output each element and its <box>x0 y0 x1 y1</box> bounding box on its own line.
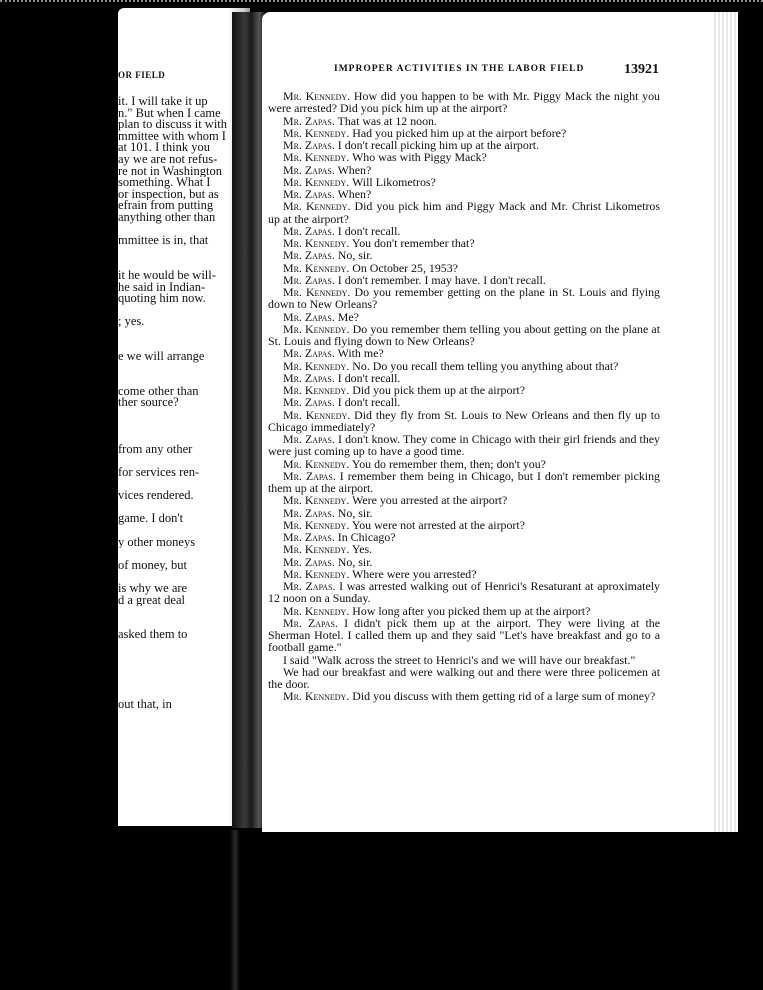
left-page-line: vices rendered. <box>118 490 194 502</box>
left-page-line <box>118 641 248 653</box>
left-page-line <box>118 618 248 630</box>
speaker-name: Mr. Zapas. <box>283 579 336 593</box>
left-page-line: efrain from putting <box>118 200 214 212</box>
scan-top-border <box>0 0 763 4</box>
left-page-line <box>118 305 248 317</box>
left-page-line: out that, in <box>118 698 172 711</box>
left-page-line: ther source? <box>118 397 179 410</box>
main-page <box>262 12 738 832</box>
speech-text: How did you happen to be with Mr. Piggy Mack the night you were arrested? Did you pick him up at the airport? <box>268 89 661 116</box>
speech-text: That was at 12 noon. <box>337 113 437 128</box>
speaker-name: Mr. Zapas. <box>283 248 335 263</box>
left-page-line: of money, but <box>118 559 187 572</box>
transcript-paragraph <box>268 90 660 115</box>
speech-text: Where were you arrested? <box>352 566 477 581</box>
speaker-name: Mr. Kennedy. <box>283 125 350 140</box>
left-page-line: e we will arrange <box>118 351 205 363</box>
speech-text: You were not arrested at the airport? <box>351 517 525 532</box>
speaker-name: Mr. Zapas. <box>283 468 336 483</box>
left-page-line: ; yes. <box>118 316 145 328</box>
speech-text: You do remember them, then; don't you? <box>351 456 546 471</box>
speech-text: I don't know. They come in Chicago with their girl friends and they were just coming up to have a good time. <box>268 432 660 459</box>
speech-text: Had you picked him up at the airport before? <box>352 125 567 140</box>
speaker-name: Mr. Kennedy. <box>283 174 350 189</box>
speech-text: Did you discuss with them getting rid of a large sum of money? <box>352 689 656 704</box>
left-page-line <box>118 374 248 386</box>
left-page-line <box>118 432 248 444</box>
left-page-line: re not in Washington <box>118 165 222 178</box>
left-page-line: game. I don't <box>118 513 184 525</box>
transcript-paragraph <box>268 690 660 702</box>
speech-text: On October 25, 1953? <box>352 260 458 275</box>
speech-text: When? <box>337 187 372 201</box>
speaker-name: Mr. Zapas. <box>283 272 335 287</box>
speech-text: We had our breakfast and were walking out and there were three policemen at the door. <box>268 664 660 691</box>
left-page-line: asked them to <box>118 629 188 641</box>
left-page-line: he said in Indian- <box>118 281 206 294</box>
speaker-name: Mr. Zapas. <box>283 223 335 238</box>
left-page-line: plan to discuss it with <box>118 119 228 131</box>
speaker-name: Mr. Zapas. <box>283 309 335 324</box>
speaker-name: Mr. Kennedy. <box>283 456 350 471</box>
transcript-paragraph <box>268 433 660 458</box>
speaker-name: Mr. Zapas. <box>283 370 335 385</box>
speaker-name: Mr. Zapas. <box>283 505 335 520</box>
speaker-name: Mr. Kennedy. <box>283 358 350 373</box>
left-page-line <box>118 653 248 665</box>
left-page-line <box>118 247 248 259</box>
speech-text: Will Likometros? <box>352 174 436 189</box>
speech-text: No, sir. <box>337 554 373 569</box>
speaker-name: Mr. Kennedy. <box>283 407 351 422</box>
speech-text: No, sir. <box>337 505 373 520</box>
speaker-name: Mr. Kennedy. <box>283 517 350 532</box>
left-page-line: something. What I <box>118 177 211 189</box>
speech-text: No. Do you recall them telling you anything about that? <box>352 358 619 373</box>
transcript-paragraph <box>268 286 660 311</box>
speaker-name: Mr. Kennedy. <box>283 321 350 336</box>
left-page-line: anything other than <box>118 211 216 224</box>
speech-text: With me? <box>337 346 384 361</box>
book-gutter <box>232 12 264 828</box>
speech-text: Do you remember them telling you about getting on the plane at St. Louis and flying down to New Orleans? <box>268 321 661 348</box>
speaker-name: Mr. Zapas. <box>283 162 335 177</box>
left-page-line <box>118 525 248 537</box>
left-page-line: for services ren- <box>118 467 200 479</box>
left-page-line: it. I will take it up <box>118 96 208 108</box>
speech-text: I remember them being in Chicago, but I don't remember picking them up at the airport. <box>268 468 660 495</box>
left-page-line <box>118 664 248 676</box>
speech-text: No, sir. <box>337 248 373 263</box>
speech-text: I don't recall. <box>337 395 401 410</box>
speech-text: I don't recall. <box>337 223 401 238</box>
left-page-line <box>118 421 248 433</box>
speech-text: I was arrested walking out of Henrici's Resaturant at aproximately 12 noon on a Sunday. <box>268 579 660 606</box>
speaker-name: Mr. Kennedy. <box>283 236 350 250</box>
speaker-name: Mr. Kennedy. <box>283 285 351 299</box>
speaker-name: Mr. Kennedy. <box>283 566 350 581</box>
speaker-name: Mr. Zapas. <box>283 615 338 630</box>
transcript-paragraph <box>268 470 660 495</box>
speech-text: Were you arrested at the airport? <box>352 493 508 508</box>
transcript-paragraph <box>268 666 660 691</box>
speech-text: Me? <box>337 309 359 324</box>
transcript-paragraph <box>268 200 660 225</box>
speech-text: When? <box>337 162 372 177</box>
speaker-name: Mr. Kennedy. <box>283 260 350 275</box>
left-page-line: it he would be will- <box>118 269 216 282</box>
left-page-line: from any other <box>118 443 193 456</box>
speech-text: I said "Walk across the street to Henrici's and we will have our breakfast." <box>283 652 636 667</box>
speaker-name: Mr. Zapas. <box>283 530 335 544</box>
speaker-name: Mr. Kennedy. <box>283 199 351 214</box>
left-page-line <box>118 455 248 467</box>
speech-text: Did you pick them up at the airport? <box>352 383 525 397</box>
left-page-line <box>118 339 248 351</box>
left-facing-page <box>118 8 250 826</box>
left-page-line: mmittee is in, that <box>118 235 209 247</box>
left-page-line <box>118 687 248 699</box>
speaker-name: Mr. Kennedy. <box>283 150 350 165</box>
transcript-paragraph <box>268 617 660 654</box>
page-number: 13921 <box>624 62 659 77</box>
left-page-line <box>118 328 248 340</box>
speaker-name: Mr. Kennedy. <box>283 493 350 508</box>
speaker-name: Mr. Zapas. <box>283 554 335 569</box>
speech-text: I don't remember. I may have. I don't recall. <box>337 272 546 287</box>
speaker-name: Mr. Kennedy. <box>283 689 350 704</box>
left-page-line: mmittee with whom I <box>118 130 226 143</box>
left-page-line <box>118 548 248 560</box>
speaker-name: Mr. Zapas. <box>283 395 335 410</box>
left-page-line: y other moneys <box>118 536 196 549</box>
speaker-name: Mr. Zapas. <box>283 346 335 361</box>
left-page-line <box>118 676 248 688</box>
speaker-name: Mr. Zapas. <box>283 432 335 446</box>
speech-text: How long after you picked them up at the airport? <box>352 603 591 618</box>
left-page-line <box>118 409 248 421</box>
left-running-head: OR FIELD <box>118 70 166 80</box>
speaker-name: Mr. Kennedy. <box>283 542 350 557</box>
speaker-name: Mr. Zapas. <box>283 113 335 128</box>
speaker-name: Mr. Zapas. <box>283 187 335 201</box>
transcript-paragraph <box>268 323 660 348</box>
speech-text: Did you pick him and Piggy Mack and Mr. Christ Likometros up at the airport? <box>268 199 660 226</box>
speech-text: I don't recall picking him up at the airport. <box>337 138 540 152</box>
transcript-paragraph <box>268 409 660 434</box>
speaker-name: Mr. Zapas. <box>283 138 335 152</box>
scan-shadow <box>230 830 240 990</box>
left-page-line: ay we are not refus- <box>118 153 218 166</box>
speech-text: I don't recall. <box>337 370 401 385</box>
speech-text: Did they fly from St. Louis to New Orleans and then fly up to Chicago immediately? <box>268 407 660 434</box>
speaker-name: Mr. Kennedy. <box>283 89 351 103</box>
left-page-line <box>118 571 248 583</box>
left-page-line <box>118 606 248 618</box>
left-page-line: n." But when I came <box>118 107 221 120</box>
left-page-line: quoting him now. <box>118 293 206 305</box>
left-page-line <box>118 258 248 270</box>
speaker-name: Mr. Kennedy. <box>283 383 350 397</box>
transcript-body <box>268 90 660 703</box>
left-page-line: at 101. I think you <box>118 142 211 154</box>
left-page-line: come other than <box>118 385 199 398</box>
left-page-text <box>118 96 248 710</box>
left-page-line: or inspection, but as <box>118 188 219 201</box>
left-page-line <box>118 224 248 236</box>
speech-text: Do you remember getting on the plane in St. Louis and flying down to New Orleans? <box>268 285 661 312</box>
speech-text: In Chicago? <box>337 530 396 544</box>
running-head: IMPROPER ACTIVITIES IN THE LABOR FIELD <box>334 64 585 74</box>
left-page-line <box>118 479 248 491</box>
speech-text: Yes. <box>351 542 373 557</box>
left-page-line: is why we are <box>118 582 188 595</box>
speech-text: I didn't pick them up at the airport. They were living at the Sherman Hotel. I called them up and they said "Let's have breakfast and go to a football game." <box>268 615 660 655</box>
speech-text: Who was with Piggy Mack? <box>352 150 487 165</box>
speech-text: You don't remember that? <box>351 236 475 250</box>
left-page-line <box>118 363 248 375</box>
left-page-line <box>118 502 248 514</box>
transcript-paragraph <box>268 580 660 605</box>
speaker-name: Mr. Kennedy. <box>283 603 350 618</box>
left-page-line: d a great deal <box>118 594 185 607</box>
